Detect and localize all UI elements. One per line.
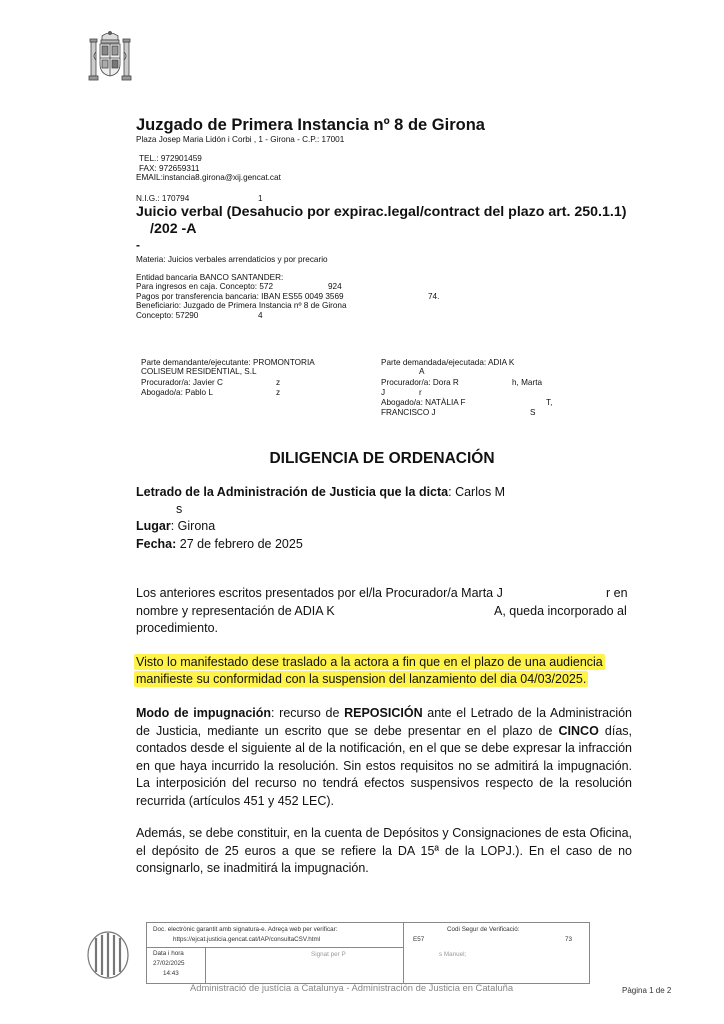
defendant-abogado-cont-suffix: S [530,408,536,417]
case-title: Juicio verbal (Desahucio por expirac.legal/contract del plazo art. 250.1.1) [136,204,627,220]
modo-cinco: CINCO [558,723,599,738]
page-number: Pàgina 1 de 2 [622,986,672,995]
court-address: Plaza Josep Maria Lidón i Corbi , 1 - Girona - C.P.: 17001 [136,135,345,144]
bank-line-1: Entidad bancaria BANCO SANTANDER: [136,273,284,282]
court-name: Juzgado de Primera Instancia nº 8 de Girona [136,116,485,134]
para1-line2: nombre y representación de ADIA K [136,604,335,618]
csv-code-start: E57 [413,936,425,943]
lugar-line [136,518,215,536]
modo-impugnacion-paragraph [136,705,632,810]
generalitat-seal-icon [86,930,130,980]
court-tel: TEL.: 972901459 [139,154,202,163]
para1-line2-suffix: A, queda incorporado al [494,604,627,618]
verify-doc-line-1: Doc. electrònic garantit amb signatura-e. Adreça web per verificar: [153,926,338,933]
fecha-label: Fecha: [136,537,177,551]
para1-line3: procedimiento. [136,621,218,635]
highlighted-line-1 [134,654,605,672]
bank-line-3-suffix: 74. [428,292,440,301]
signed-by-suffix: s Manuel; [439,951,467,958]
plaintiff-line-2: COLISEUM RESIDENTIAL, S.L [141,367,257,376]
verify-url[interactable]: https://ejcat.justicia.gencat.cat/IAP/consultaCSV.html [173,936,321,943]
para1-line1-suffix: r en [606,586,628,600]
spain-coat-of-arms-icon [88,30,132,90]
defendant-procurador-suffix: h, Marta [512,378,543,387]
case-dash: - [136,238,140,252]
lugar-label: Lugar [136,519,171,533]
para1-line1: Los anteriores escritos presentados por el/la Procurador/a Marta J [136,586,503,600]
modo-label: Modo de impugnación [136,706,272,720]
defendant-procurador-cont: J [381,388,386,397]
bank-line-2-suffix: 924 [328,282,342,291]
bank-line-5-suffix: 4 [258,311,263,320]
modo-text-3: días, contados desde el siguiente al de la notificación, en el que se debe expresar la infracción en que haya incurrido la resolución. Sin estos requisitos no se admitirá la impugnación. La interposición del recurso no tendrá efectos suspensivos respecto de la resolución recurrida (artículos 451 y 452 LEC). [136,723,632,808]
defendant-abogado-cont: FRANCISCO J [381,408,436,417]
document-heading: DILIGENCIA DE ORDENACIÓN [269,450,495,467]
defendant-abogado-suffix: T, [546,398,553,407]
modo-text-1: : recurso de [271,706,345,720]
fecha-value: 27 de febrero de 2025 [176,537,303,551]
letrado-line [136,484,505,502]
fecha-line [136,536,303,554]
court-email: EMAIL:instancia8.girona@xij.gencat.cat [136,173,281,182]
footer-administration: Administració de justícia a Catalunya - Administración de Justicia en Cataluña [190,982,514,993]
verification-box [146,922,590,984]
bank-line-5: Concepto: 57290 [136,311,199,320]
plaintiff-line-1: Parte demandante/ejecutante: PROMONTORIA [141,358,315,367]
nig-suffix: 1 [258,194,263,203]
lugar-value: : Girona [170,519,216,533]
date-label: Data i hora [153,950,184,957]
csv-label: Codi Segur de Verificació: [447,926,520,933]
bank-line-3: Pagos por transferencia bancaria: IBAN ES55 0049 3569 [136,292,344,301]
highlight-text-2: manifieste su conformidad con la suspension del lanzamiento del dia 04/03/2025. [136,672,587,686]
highlighted-line-2 [134,671,588,689]
defendant-procurador-cont-suffix: r [419,388,422,397]
letrado-cont: s [176,502,183,516]
defendant-line-1: Parte demandada/ejecutada: ADIA K [381,358,515,367]
sign-date: 27/02/2025 [153,960,185,967]
plaintiff-abogado-suffix: z [276,388,281,397]
nig-label: N.I.G.: 170794 [136,194,190,203]
csv-code-end: 73 [565,936,573,943]
defendant-line-2: A [419,367,425,376]
defendant-abogado: Abogado/a: NATÀLIA F [381,398,466,407]
case-number: /202 -A [150,221,197,237]
letrado-label: Letrado de la Administración de Justicia que la dicta [136,485,449,499]
plaintiff-procurador-suffix: z [276,378,281,387]
plaintiff-abogado: Abogado/a: Pablo L [141,388,213,397]
modo-reposicion: REPOSICIÓN [344,706,423,720]
bank-line-4: Beneficiario: Juzgado de Primera Instancia nº 8 de Girona [136,301,347,310]
sign-time: 14:43 [163,970,179,977]
highlight-text-1: Visto lo manifestado dese traslado a la actora a fin que en el plazo de una audiencia [136,655,603,669]
modo-text-2: ante el Letrado de la Administración de Justicia, mediante un escrito que se debe presentar en el plazo de [136,706,632,738]
materia: Materia: Juicios verbales arrendaticios y por precario [136,255,328,264]
deposito-paragraph: Además, se debe constituir, en la cuenta de Depósitos y Consignaciones de esta Oficina, el depósito de 25 euros a que se refiere la DA 15ª de la LOPJ.). En el caso de no consignarlo, se inadmitirá la impugnación. [136,826,632,875]
plaintiff-procurador: Procurador/a: Javier C [141,378,223,387]
signed-by: Signat per P [311,951,346,958]
letrado-value: : Carlos M [448,485,506,499]
bank-line-2: Para ingresos en caja. Concepto: 572 [136,282,274,291]
defendant-procurador: Procurador/a: Dora R [381,378,459,387]
court-fax: FAX: 972659311 [139,164,200,173]
